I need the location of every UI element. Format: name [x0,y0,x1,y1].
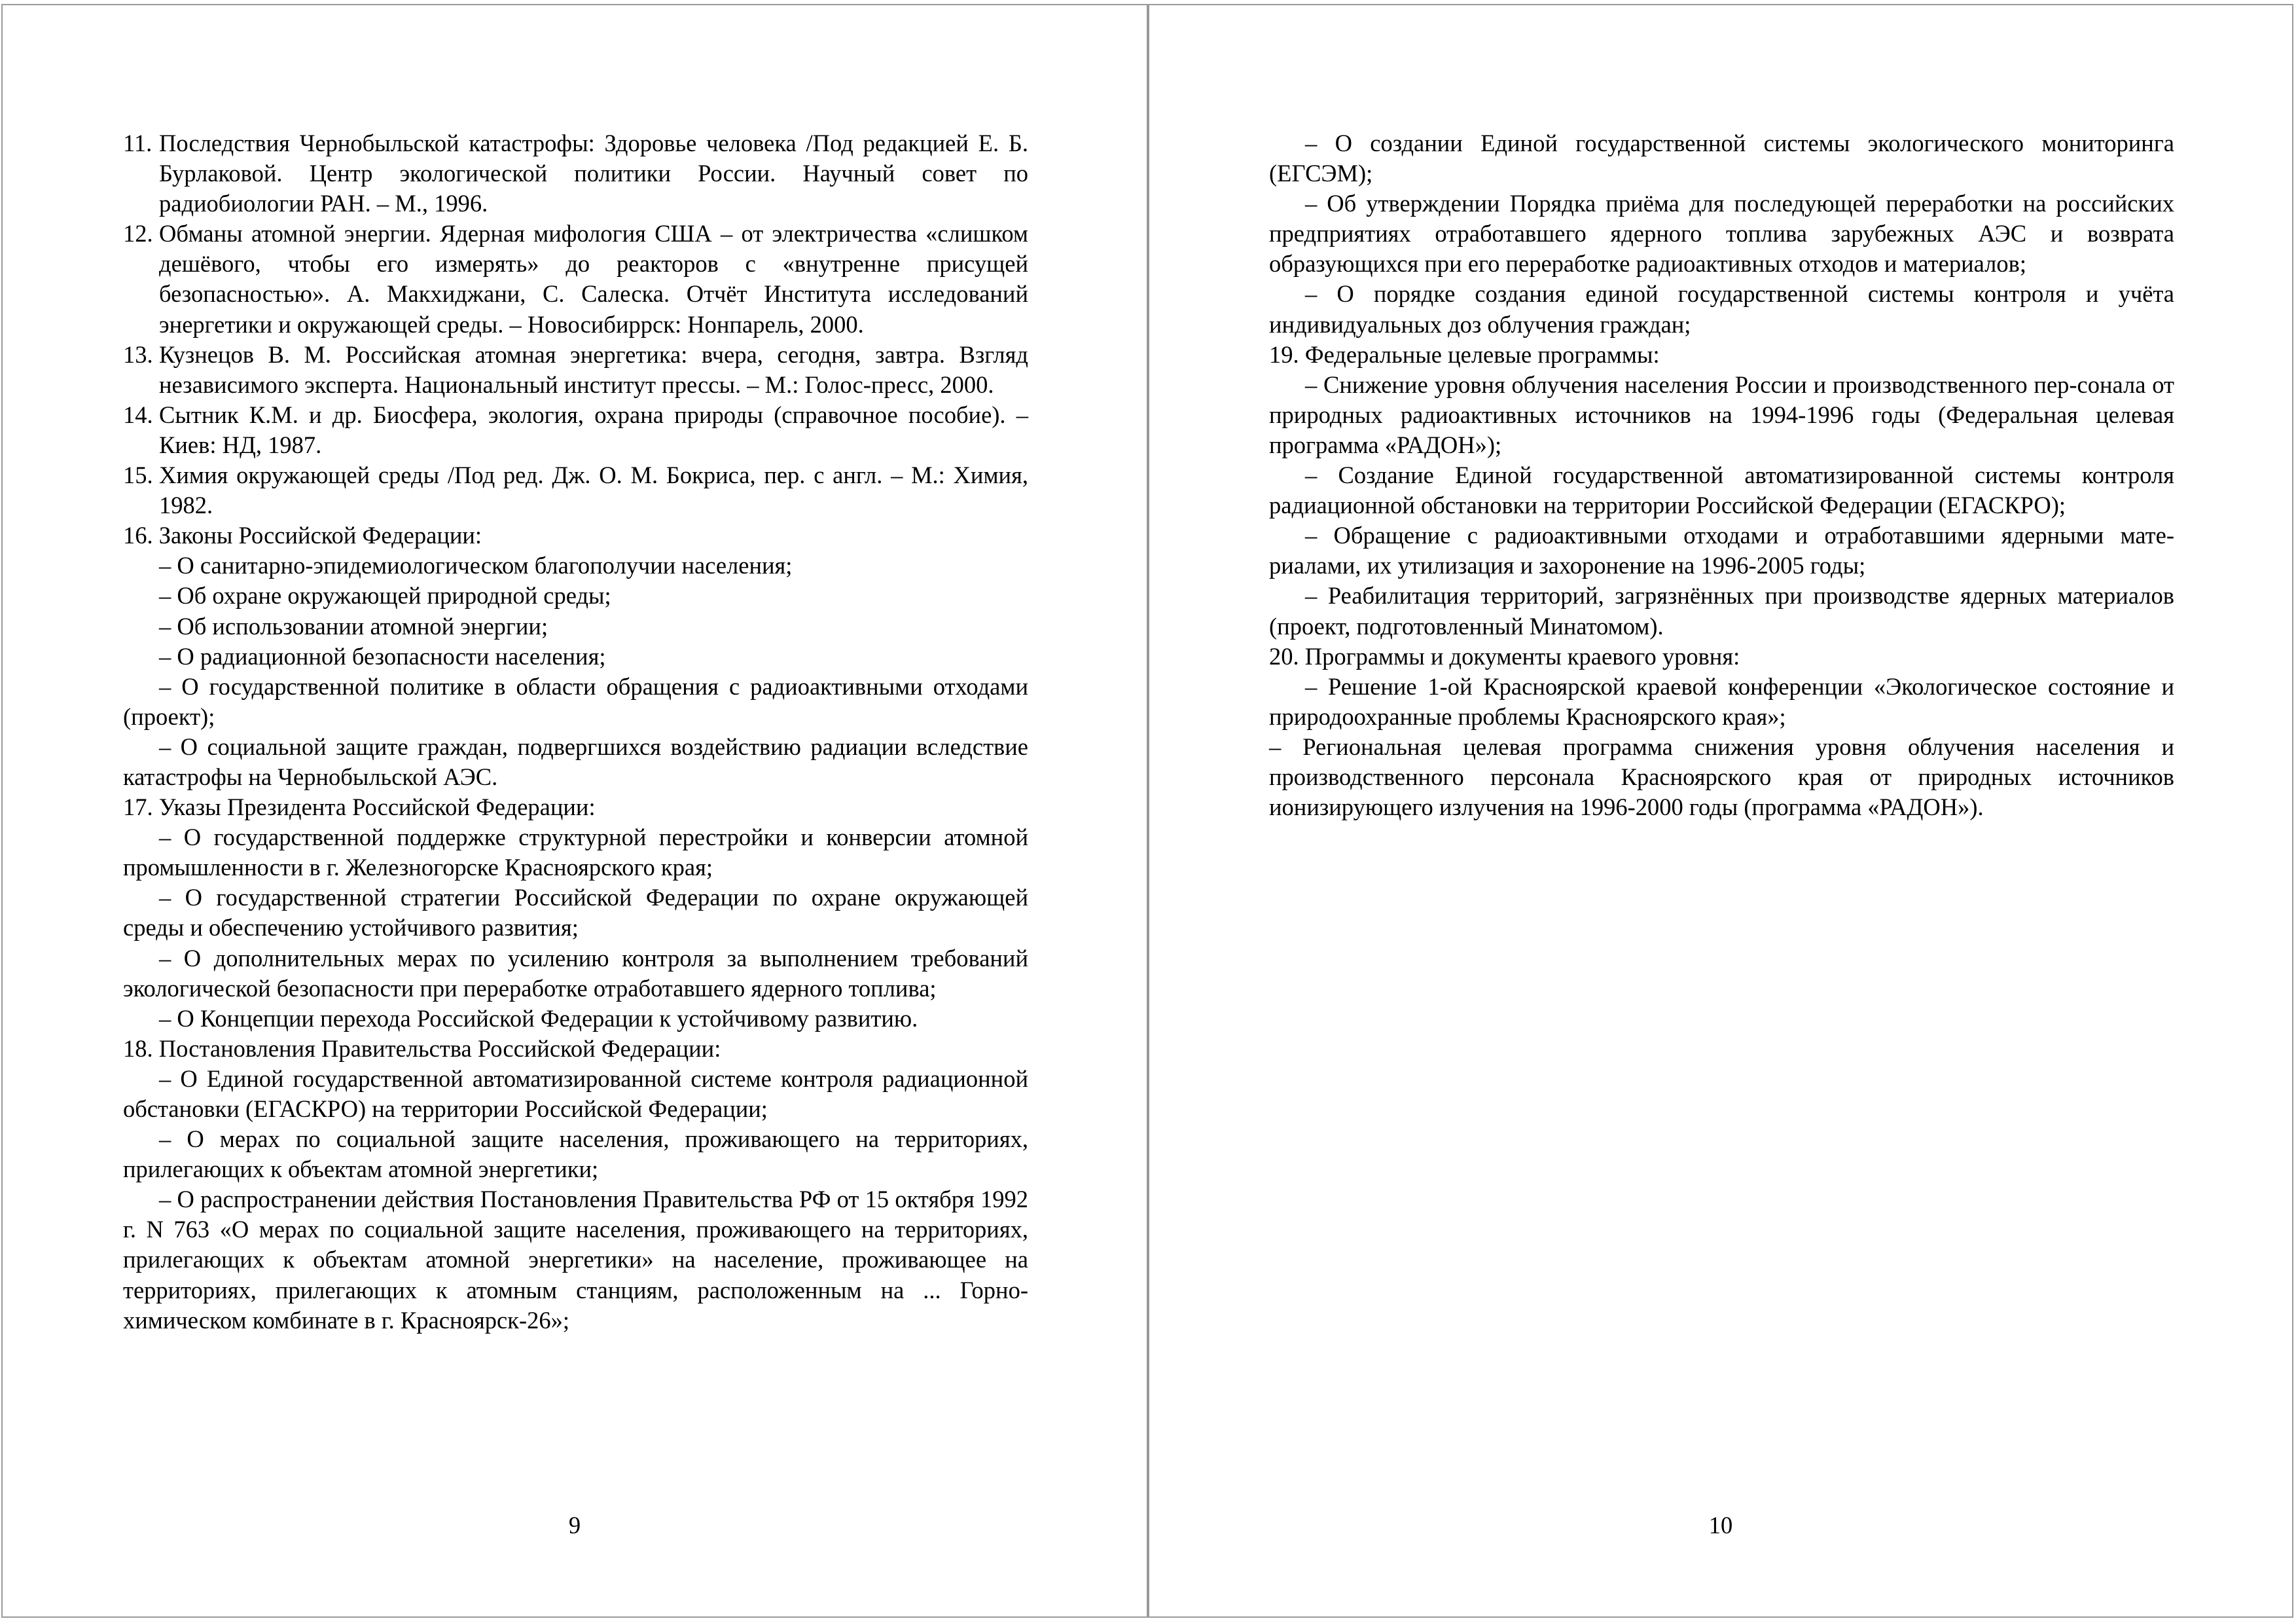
list-item: – О Единой государственной автоматизированной системе контроля радиационной обстановки (ЕГАСКРО) на территории Российской Федерации; [123,1065,1028,1122]
reference-number: 15. [123,462,153,489]
left-page-text [123,128,1028,1336]
list-item: – О мерах по социальной защите населения, проживающего на территориях, прилегающих к объектам атомной энергетики; [123,1125,1028,1183]
list-item: – Реабилитация территорий, загрязнённых при производстве ядерных материалов (проект, подготовленный Минатомом). [1269,582,2174,640]
list-item: – Обращение с радиоактивными отходами и отработавшими ядерными мате-риалами, их утилизация и захоронение на 1996-2005 годы; [1269,522,2174,579]
reference-item [123,340,1028,400]
reference-number: 12. [123,220,153,247]
section-heading: 19. Федеральные целевые программы: [1269,340,1660,368]
reference-number: 13. [123,340,153,368]
page-number: 9 [568,1512,581,1539]
page-right [1148,4,2293,1618]
list-item: – Снижение уровня облучения населения России и производственного пер-сонала от природных радиоактивных источников на 1994-1996 годы (Федеральная целевая программа «РАДОН»); [1269,371,2174,458]
section-heading: – Региональная целевая программа снижения уровня облучения населения и производственного персонала Красноярского края от природных источников ионизирующего излучения на 1996-2000 годы (программа «РАДОН»). [1269,733,2174,821]
reference-item [123,128,1028,219]
list-item: – О государственной стратегии Российской Федерации по охране окружающей среды и обеспечению устойчивого развития; [123,884,1028,941]
list-item: – О Концепции перехода Российской Федерации к устойчивому развитию. [159,1004,918,1032]
list-item: – О государственной политике в области обращения с радиоактивными отходами (проект); [123,672,1028,730]
reference-item [123,460,1028,520]
right-page-text [1269,128,2174,822]
page-number: 10 [1708,1512,1733,1539]
list-item: – О порядке создания единой государственной системы контроля и учёта индивидуальных доз облучения граждан; [1269,280,2174,338]
reference-text: Сытник К.М. и др. Биосфера, экология, охрана природы (справочное пособие). – Киев: НД, 1987. [159,401,1028,458]
section-heading: 18. Постановления Правительства Российской Федерации: [123,1034,721,1062]
list-item: – О дополнительных мерах по усилению контроля за выполнением требований экологической безопасности при переработке отработавшего ядерного топлива; [123,944,1028,1002]
section-heading: 20. Программы и документы краевого уровня: [1269,642,1740,670]
reference-text: Последствия Чернобыльской катастрофы: Здоровье человека /Под редакцией Е. Б. Бурлаковой. Центр экологической политики России. Научный совет по радиобиологии РАН. – М., 1996. [159,130,1028,217]
reference-text: Кузнецов В. М. Российская атомная энергетика: вчера, сегодня, завтра. Взгляд независимого эксперта. Национальный институт прессы. – М.: Голос-пресс, 2000. [159,340,1028,398]
page-left [1,4,1148,1618]
reference-number: 14. [123,401,153,428]
reference-number: 11. [123,130,152,156]
list-item: – Решение 1-ой Красноярской краевой конференции «Экологическое состояние и природоохранные проблемы Красноярского края»; [1269,672,2174,730]
list-item: – О распространении действия Постановления Правительства РФ от 15 октября 1992 г. N 763 «О мерах по социальной защите населения, проживающего на территориях, прилегающих к объектам атомной энергетики» на население, проживающее на территориях, прилегающих к атомным станциям, расположенным на ... Горно-химическом комбинате в г. Красноярск-26»; [123,1186,1028,1334]
list-item: – Об охране окружающей природной среды; [159,582,611,610]
reference-item [123,219,1028,339]
list-item: – О создании Единой государственной системы экологического мониторинга (ЕГСЭМ); [1269,130,2174,187]
section-heading: 17. Указы Президента Российской Федерации: [123,793,596,821]
list-item: – Об утверждении Порядка приёма для последующей переработки на российских предприятиях отработавшего ядерного топлива зарубежных АЭС и возврата образующихся при его переработке радиоактивных отходов и материалов; [1269,190,2174,278]
section-heading: 16. Законы Российской Федерации: [123,522,482,549]
list-item: – О государственной поддержке структурной перестройки и конверсии атомной промышленности в г. Железногорске Красноярского края; [123,824,1028,881]
list-item: – Об использовании атомной энергии; [159,612,548,640]
list-item: – О социальной защите граждан, подвергшихся воздействию радиации вследствие катастрофы на Чернобыльской АЭС. [123,733,1028,790]
reference-text: Химия окружающей среды /Под ред. Дж. О. М. Бокриса, пер. с англ. – М.: Химия, 1982. [159,462,1028,519]
list-item: – О радиационной безопасности населения; [159,642,606,670]
list-item: – Создание Единой государственной автоматизированной системы контроля радиационной обстановки на территории Российской Федерации (ЕГАСКРО); [1269,462,2174,519]
reference-item [123,400,1028,460]
reference-text: Обманы атомной энергии. Ядерная мифология США – от электричества «слишком дешёвого, чтобы его измерять» до реакторов с «внутренне присущей безопасностью». А. Макхиджани, С. Салеска. Отчёт Института исследований энергетики и окружающей среды. – Новосибиррск: Нонпарель, 2000. [159,220,1028,338]
list-item: – О санитарно-эпидемиологическом благополучии населения; [159,552,793,579]
